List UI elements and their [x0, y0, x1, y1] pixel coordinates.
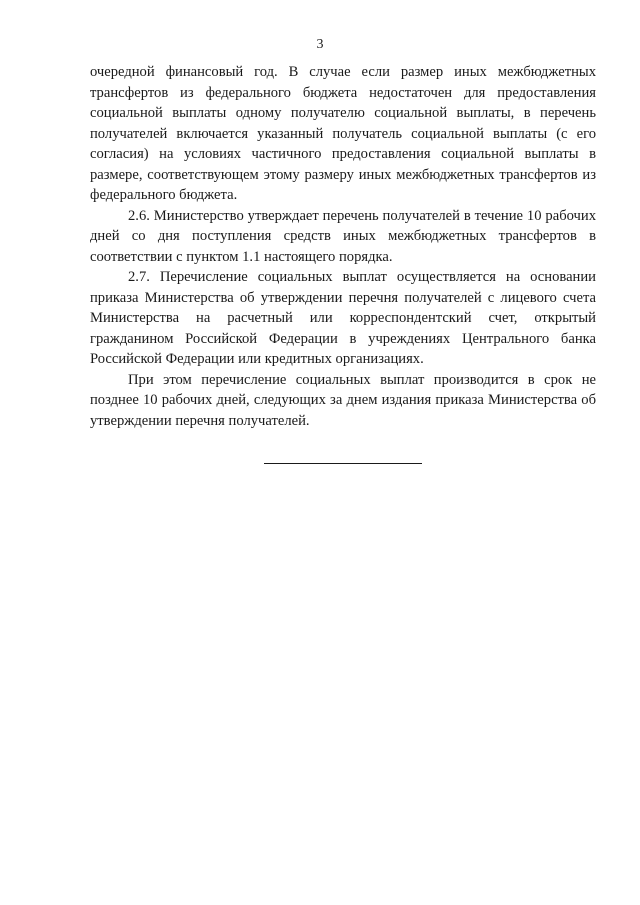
- paragraph-2-7: 2.7. Перечисление социальных выплат осуществляется на основании приказа Министерства об утверждении перечня получателей с лицевого счета Министерства на расчетный или корреспондентский счет, открытый гражданином Российской Федерации в учреждениях Центрального банка Российской Федерации или кредитных организациях.: [90, 269, 596, 367]
- paragraph-continuation: очередной финансовый год. В случае если размер иных межбюджетных трансфертов из федерального бюджета недостаточен для предоставления социальной выплаты одному получателю социальной выплаты, в перечень получателей включается указанный получатель социальной выплаты (с его согласия) на условиях частичного предоставления социальной выплаты в размере, соответствующем этому размеру иных межбюджетных трансфертов из федерального бюджета.: [90, 64, 596, 203]
- page-number: 3: [316, 37, 324, 52]
- paragraph-transfer-deadline: При этом перечисление социальных выплат производится в срок не позднее 10 рабочих дней, следующих за днем издания приказа Министерства об утверждении перечня получателей.: [90, 371, 596, 429]
- paragraph-2-6: 2.6. Министерство утверждает перечень получателей в течение 10 рабочих дней со дня поступления средств иных межбюджетных трансфертов в соответствии с пунктом 1.1 настоящего порядка.: [90, 207, 596, 265]
- document-body: [90, 62, 596, 431]
- closing-divider-line: [264, 463, 422, 464]
